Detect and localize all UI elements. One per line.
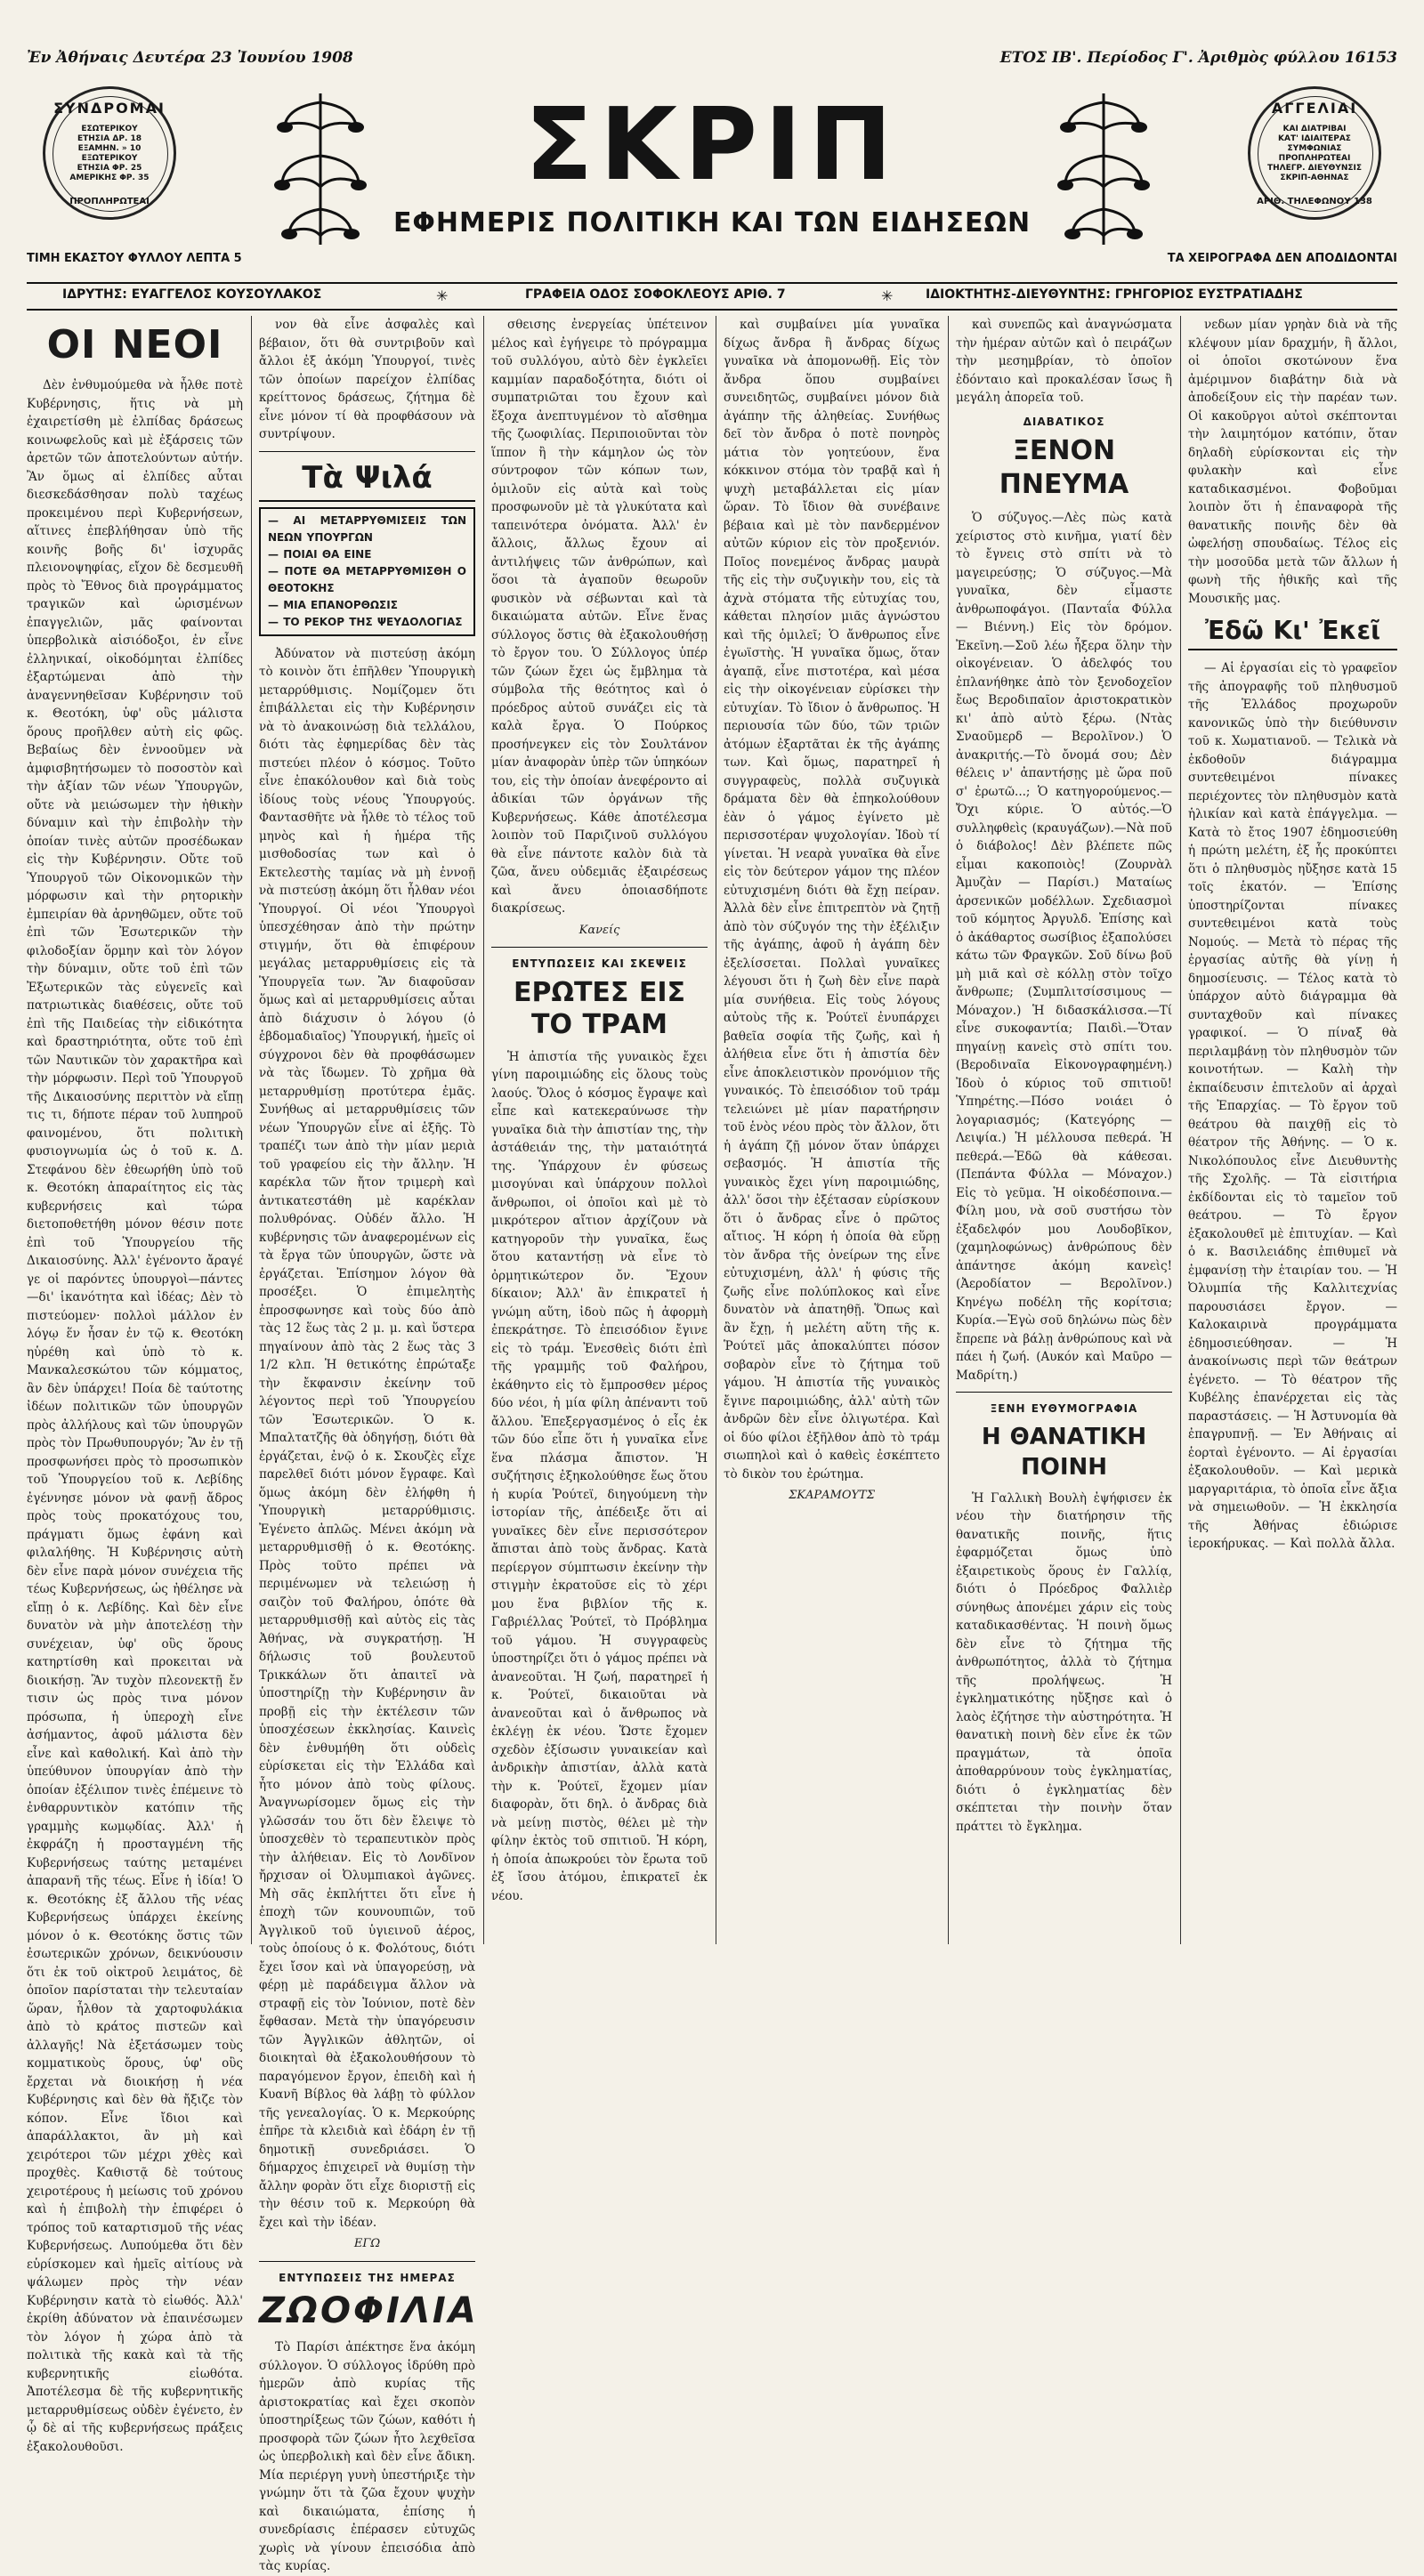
column-rule xyxy=(948,316,949,1944)
article-columns xyxy=(27,316,1397,2573)
summary-item: — ΠΟΤΕ ΘΑ ΜΕΤΑΡΡΥΘΜΙΣΘΗ Ο ΘΕΟΤΟΚΗΣ xyxy=(268,563,466,597)
seal-lines: ΚΑΙ ΔΙΑΤΡΙΒΑΙ ΚΑΤ' ΙΔΙΑΙΤΕΡΑΣ ΣΥΜΦΩΝΙΑΣ ΠΡΟΠΛΗΡΩΤΕΑΙ ΤΗΛΕΓΡ. ΔΙΕΥΘΥΝΣΙΣ ΣΚΡΙΠ-ΑΘΗΝΑΣ xyxy=(1267,125,1362,182)
article-continuation: νεδων μίαν γρηὰν διὰ νὰ τῆς κλέψουν μίαν δραχμήν, ἢ ἄλλοι, οἱ ὁποῖοι σκοτώνουν ἕνα ἀμέριμνον διαβάτην διὰ νὰ ἀποδείξουν εἰς τὴν παρέαν των. Οἱ κακοῦργοι αὐτοὶ σκέπτονται τὴν λαιμητόμον κατόπιν, ὅταν δηλαδὴ εὑρίσκονται εἰς τὴν φυλακὴν καὶ εἶνε καταδικασμένοι. Φοβοῦμαι λοιπὸν ὅτι ἡ ἐπαναφορὰ τῆς θανατικῆς ποινῆς δὲν θὰ ὠφελήσῃ σπουδαίως. Τέλος εἰς τὴν μοσοῦδα μετὰ τῶν ἄλλων ἡ φωνὴ τῆς ἠθικῆς καὶ τῆς Μουσικῆς μας. xyxy=(1188,318,1397,606)
article-body: Δὲν ἐνθυμούμεθα νὰ ἦλθε ποτὲ Κυβέρνησις, ἥτις νὰ μὴ ἐχαιρετίσθη μὲ ἐλπίδας δράσεως κοινωφελοῦς καὶ μὲ ἐξάρσεις τῶν ἀρετῶν τῶν ἀποτελούντων αὐτήν. Ἂν ὅμως αἱ ἐλπίδες αὗται διεσκεδάσθησαν πολὺ ταχέως προκειμένου περὶ Κυβερνήσεων, αἵτινες ἐπεβλήθησαν ὑπὸ τῆς κοινῆς βοῆς δι' ἰσχυρᾶς πλειονοψηφίας, εἴχον δὲ δεσμευθῆ πρὸς τὸ Ἔθνος διὰ προγράμματος τραγικῶν καὶ ὡρισμένων ἐπαγγελιῶν, μᾶς φαίνονται ὑπερβολικὰ αἰσιόδοξοι, ἐν εἶνε ἐλληνικαί, οἰκοδόμηται ἐλπίδες ἐξαρτώμεναι ἀπὸ τὴν ἀναγεννηθεῖσαν Κυβέρνησιν τοῦ κ. Θεοτόκη, ὑφ' οὓς μάλιστα ὅρους προῆλθεν αὐτὴ εἰς φῶς. Βεβαίως δὲν ἐννοοῦμεν νὰ ἀμφισβητήσωμεν τὸ ποσοστὸν καὶ τὴν ἀξίαν τῶν νέων Ὑπουργῶν, οὔτε νὰ μειώσωμεν τὴν ἠθικὴν δύναμιν καὶ τὴν ἐπιβολὴν τὴν ὁποίαν τινὲς αὐτῶν προσέδωκαν εἰς τὴν Κυβέρνησιν. Οὔτε τοῦ Ὑπουργοῦ τῶν Οἰκονομικῶν τὴν μόρφωσιν καὶ τὴν ρητορικὴν ἐμπειρίαν θὰ ἀρνηθῶμεν, οὔτε τοῦ ἐπὶ τῶν Ἐσωτερικῶν τὴν φιλοδοξίαν ὅρμην καὶ τὸν λόγον τὴν δύναμιν, οὔτε τοῦ ἐπὶ τῶν Ἐξωτερικῶν τὰς εὐγενεῖς καὶ πατριωτικὰς διαθέσεις, οὔτε τοῦ ἐπὶ τῆς Παιδείας τὴν εἰδικότητα καὶ δραστηριότητα, οὔτε τοῦ ἐπὶ τῶν Ναυτικῶν τὸν χαρακτῆρα καὶ τὴν μόρφωσιν. Περὶ τοῦ Ὑπουργοῦ τῆς Δικαιοσύνης περιττὸν νὰ εἴπῃ τις τι, δήποτε πέραν τοῦ λυπηροῦ φαινομένου, ὅτι πολιτικὴ φυσιογνωμία ὡς ὁ τοῦ κ. Δ. Στεφάνου δὲν ἐθεωρήθη ὑπὸ τοῦ κ. Θεοτόκη ἀπαραίτητος εἰς τὰς κυβερνήσεις καὶ τώρα διετοποθετήθη μόνον θέσιν ποτε ἐπὶ τοῦ Ὑπουργείου τῆς Δικαιοσύνης. Ἀλλ' ἐγένοντο ἄραγέ γε οἱ παρόντες ὑπουργοὶ—πάντες—δι' ἱκανότητα καὶ ἰδέας; Δὲν τὸ πιστεύομεν· πολλοὶ μάλλον ἐν λόγῳ ἕν ἦσαν ἐν τῷ κ. Θεοτόκη ηὑρέθη καὶ ὑπὸ τὸ κ. Μανκαλεσκώτου τῶν κόμματος, ἂν δὲν ὑπάρχει! Ποία δὲ ταύτοτης ἰδέων πολιτικῶν τῶν ὑπουργῶν πρὸς ἀλλήλους καὶ τῶν ὑπουργῶν πρὸς τὸν Πρωθυπουργόν; Ἂν ἐν τῇ προσφωνήσει πρὸς τὸ προσωπικὸν τοῦ Ὑπουργείου τοῦ κ. Λεβίδης ἐγέννησε μόνον νὰ φανῇ ἄδρος πρὸς τοὺς προκατόχους του, πράγματι ὅμως ἐφάνη καὶ φιλαλήθης. Ἡ Κυβέρνησις αὐτὴ δὲν εἶνε παρὰ μόνον συνέχεια τῆς τέως Κυβερνήσεως, ὡς ἠθέλησε νὰ εἴπῃ ὁ κ. Λεβίδης. Καὶ δὲν εἶνε δυνατὸν νὰ μὴν ἀποτελέσῃ τὴν συνέχειαν, ὑφ' οὓς ὅρους κατηρτίσθη καὶ προκειται νὰ διοικήσῃ. Ἂν τυχὸν πλεονεκτῇ ἔν τισιν ὡς πρὸς τινα μόνον πρόσωπα, ἡ ὑπεροχὴ εἶνε ἀσήμαντος, ἀφοῦ μάλιστα δὲν εἶνε καὶ καθολική. Καὶ ἀπὸ τὴν ὑπεύθυνον ὑπουργίαν ἀπὸ τὴν ὁποίαν ἐξέλιπον τινὲς ἐπέμεινε τὸ ἐνθαρρυντικὸν κατόπιν τῆς γραμμὴς κωμῳδίας. Ἀλλ' ἡ ἐκφράζη ἡ προσταγμένη τῆς Κυβερνήσεως ταύτης μεταμένει ἀπαρανῆ τῆς τέως. Εἶνε ἡ ἰδία! Ὁ κ. Θεοτόκης ἐξ ἄλλου τῆς νέας Κυβερνήσεως ὑπάρχει ἐκείνης μόνον ὁ κ. Θεοτόκης ὅστις τῶν ἐσωτερικῶν χρόνων, δεικνύουσιν ὅτι ἐκ τοῦ οἰκτροῦ λειμάτος, δὲ ὁποῖον παρίσταται τὴν τελευταίαν ὥραν, ἦλθον τὰ χαρτοφυλάκια ἀπὸ τὸ κράτος πιστεῶν καὶ ἀλλαγῆς! Νὰ ἐξετάσωμεν τοὺς κομματικοὺς ὅρους, ὑφ' οὓς ἔρχεται νὰ διοικήσῃ ἡ νέα Κυβέρνησις καὶ δὲν θὰ ἤξιζε τὸν κόπον. Εἶνε ἴδιοι καὶ ἀπαράλλακτοι, ἂν μὴ καὶ χειρότεροι τῶν μέχρι χθὲς καὶ προχθὲς. Καθιστᾷ δὲ τούτους χειροτέρους ἡ μείωσις τοῦ χρόνου καὶ ἡ ἐπιβολὴ τὴν ἐπιφέρει ὁ τρόπος τοῦ καταρτισμοῦ τῆς νέας Κυβερνήσεως. Λυπούμεθα ὅτι δὲν εὑρίσκομεν καὶ ἡμεῖς αἰτίους νὰ ψάλωμεν πρὸς τὴν νέαν Κυβέρνησιν κατὰ τὸ εἰωθός. Ἀλλ' ἐκρίθη ἀδύνατον νὰ ἐπαινέσωμεν τὸν λόγον ἡ χώρα ἀπὸ τὰ πολιτικὰ τῆς κακὰ καὶ τὰ τῆς κυβερνητικῆς εἰωθότα. Ἀποτέλεσμα δὲ τῆς κυβερνητικῆς μεταρρυθμίσεως οὐδὲν ἐγένετο, ἐν ᾧ δὲ αἱ τῆς κυβερνήσεως πράξεις ἐξακολουθοῦσι. xyxy=(27,378,243,2454)
summary-item: — ΑΙ ΜΕΤΑΡΡΥΘΜΙΣΕΙΣ ΤΩΝ ΝΕΩΝ ΥΠΟΥΡΓΩΝ xyxy=(268,513,466,546)
headline-xenon-pneuma: ΞΕΝΟΝ ΠΝΕΥΜΑ xyxy=(999,435,1129,500)
offices-address: ΓΡΑΦΕΙΑ ΟΔΟΣ ΣΟΦΟΚΛΕΟΥΣ ΑΡΙΘ. 7 xyxy=(525,287,786,302)
signature: ΕΓΩ xyxy=(353,2237,381,2250)
section-kicker: ΔΙΑΒΑΤΙΚΟΣ xyxy=(1023,415,1105,428)
lamp-ornament-right xyxy=(1055,85,1153,249)
headline-thanatiki-poini: Η ΘΑΝΑΤΙΚΗ ΠΟΙΝΗ xyxy=(981,1423,1147,1481)
article-continuation: καὶ συμβαίνει μία γυναῖκα δίχως ἄνδρα ἢ ἄνδρας δίχως γυναῖκα νὰ ἀπομονωθῇ. Εἰς τὸν ἄνδρα ὅπου συμβαίνει συνειδητῶς, συμβαίνει μόνον διὰ ἀγάπην τῆς ἀληθείας. Συνήθως δεῖ τὸν ἄνδρα ὁ ποτὲ πονηρὸς μάτια τὸν γοητεύουν, ἕνα κόκκινον στόμα τὸν τραβᾷ καὶ ἡ ψυχὴ μεταβάλλεται εἰς μίαν ὥραν. Τὸ ἴδιον θὰ συνέβαινε βέβαια καὶ μὲ τὸν πανδερμένον αὐτῶν κύριον εἰς τὸν προξενιόν. Ποῖος πονεμένος ἄνδρας μαυρὰ τῆς εἰς τὴν συζυγικὴν του, εἰς τὰ ἀχνὰ στόματα τῆς εὐτυχίας του, κάθεται πλησίον μιᾶς ἀγνώστου καὶ τῆς ὁμιλεῖ; Ὁ ἄνθρωπος εἶνε ἐγωϊστὴς. Ἡ γυναῖκα ὅμως, ὅταν ἀγαπᾷ, εἶνε πιστοτέρα, καὶ μέσα εἰς τὴν οἰκογένειαν εὑρίσκει τὴν εὐτυχίαν. Τὸ ἴδιον ὁ ἄνθρωπος. Ἡ περιουσία τῶν δύο, τῶν τριῶν ἀτόμων ἐξαρτᾶται ἐκ τῆς ἀγάπης των. Καὶ ὅμως, παρατηρεῖ ἡ συγγραφεὺς, πολλὰ συζυγικὰ δράματα δὲν θὰ ἐπηκολούθουν ἐὰν ὁ γάμος ἐγίνετο μὲ περισσοτέραν ψυχολογίαν. Ἰδοὺ τί γίνεται. Ἡ νεαρὰ γυναῖκα θὰ εἶνε εἰς τὸν δεύτερον γάμον της πλέον εὐτυχισμένη διότι θὰ ἔχῃ πείραν. Ἀλλὰ δὲν εἶνε ἐπιτρεπτὸν νὰ ζητῇ ἀπὸ τὸν σύζυγόν της τὴν ἐξέλιξιν τῆς ἀγάπης, ἀφοῦ ἡ ἀγάπη δὲν ἐξελίσσεται. Πολλαὶ γυναῖκες λέγουσι ὅτι ἡ ζωὴ δὲν εἶνε παρὰ μία συνήθεια. Εἰς τοὺς λόγους αὐτοὺς τῆς κ. Ῥούτεϊ ἐνυπάρχει βαθεῖα σοφία τῆς ζωῆς, καὶ ἡ ἀλήθεια εἶνε ὅτι ἡ ἀπιστία δὲν εἶνε ἀποκλειστικὸν προνόμιον τῆς γυναικός. Τὸ ἐπεισόδιον τοῦ τράμ τελειώνει μὲ μίαν παρατήρησιν τοῦ ἑνὸς νέου πρὸς τὸν ἄλλον, ὅτι ἡ ἀγάπη ζῇ μόνον ὅταν ὑπάρχει σεβασμός. Ἡ ἀπιστία τῆς γυναικὸς ἔχει γίνη παροιμιώδης, ἀλλ' ὅσοι τὴν ἐξέτασαν εὑρίσκουν ὅτι ὁ ἄνδρας εἶνε ὁ πρῶτος αἴτιος. Ἡ κόρη ἡ ὁποία θὰ εὕρῃ τὸν ἄνδρα τῆς ὀνείρων της εἶνε εὐτυχισμένη, ἀλλ' ἡ φύσις τῆς ζωῆς εἶνε πολύπλοκος καὶ εἶνε δυνατὸν νὰ ἀπατηθῇ. Ὅπως καὶ ἂν ἔχῃ, ἡ μελέτη αὕτη τῆς κ. Ῥούτεϊ μᾶς ἀποκαλύπτει πόσον σοβαρὸν εἶνε τὸ ζήτημα τοῦ γάμου. Ἡ ἀπιστία τῆς γυναικὸς ἔγινε παροιμιώδης, ἀλλ' αὐτὴ τῶν ἀνδρῶν δὲν εἶνε ὀλιγωτέρα. Καὶ οἱ δύο φίλοι ἐξῆλθον ἀπὸ τὸ τράμ σιωπηλοὶ καὶ ὁ καθεὶς ἐσκέπτετο τὸ δικὸν του ἐρώτημα. xyxy=(724,318,940,1482)
column-5 xyxy=(956,316,1172,1944)
column-rule xyxy=(483,316,484,1944)
header-rule xyxy=(27,282,1397,284)
article-continuation: σθεισης ἐνεργείας ὑπέτεινον μέλος καὶ ἐγήγειρε τὸ πρόγραμμα τοῦ συλλόγου, αὐτὸ δὲν ἐγκλεῖει καμμίαν παραδοξότητα, διότι οἱ συμπατριῶται του ἔχουν καὶ ἔξοχα ἀνεπτυγμένον τὸ αἴσθημα τῆς ζωοφιλίας. Περιποιοῦνται τὸν ἵππον ἢ τὴν κάμηλον ὡς τὸν σύντροφον τῶν κόπων των, ὁμιλοῦν εἰς αὐτὰ καὶ τοὺς προσφωνοῦν μὲ τὰ γλυκύτατα καὶ ταπεινότερα ὀνόματα. Ἀλλ' ἐν ἄλλοις, ἄλλως ἔχουν αἱ ἀντιλήψεις τῶν ἀνθρώπων, καὶ ὅσοι τὰ ἀγαποῦν θεωροῦν φυσικὸν νὰ σέβωνται καὶ τὰ δικαιώματα αὐτῶν. Εἶνε ἕνας σύλλογος ὅστις θὰ ἐξακολουθήσῃ τὸ ἔργον του. Ὁ Σύλλογος ὑπέρ τῶν ζώων ἔχει ὡς ἔμβλημα τὰ σύμβολα τῆς θεότητος καὶ ὁ πρόεδρος αὐτοῦ συνάζει εἰς τὰ καλὰ ἔργα. Ὁ Πούρκος προσήνεγκεν εἰς τὸν Σουλτάνον μίαν ἀναφορὰν ὑπὲρ τῶν ὑπηκόων του, εἰς τὴν ὁποίαν ἀνεφέροντο αἱ ἀδικίαι τῶν ὀργάνων τῆς Κυβερνήσεως. Κάθε ἀποτέλεσμα λοιπὸν τοῦ Παριζινοῦ συλλόγου θὰ εἶνε πάντοτε καλὸν διὰ τὰ ζῶα, ἄνευ οὐδεμιᾶς ἐξαιρέσεως καὶ ἄνευ ὁποιασδήποτε διακρίσεως. xyxy=(491,318,708,916)
section-kicker: ΕΝΤΥΠΩΣΕΙΣ ΚΑΙ ΣΚΕΨΕΙΣ xyxy=(512,957,687,970)
newspaper-subtitle: ΕΦΗΜΕΡΙΣ ΠΟΛΙΤΙΚΗ ΚΑΙ ΤΩΝ ΕΙΔΗΣΕΩΝ xyxy=(392,207,1032,238)
masthead-info-line xyxy=(27,287,1397,307)
newspaper-title: ΣΚΡΙΠ xyxy=(524,87,900,203)
article-body: Ἡ ἀπιστία τῆς γυναικὸς ἔχει γίνη παροιμιώδης εἰς ὅλους τοὺς λαούς. Ὅλος ὁ κόσμος ἔγραψε καὶ εἶπε καὶ κατεκεραύνωσε τὴν γυναῖκα διὰ τὴν ἀπιστίαν της, τὴν ἀστάθειάν της, τὴν ματαιότητά της. Ὑπάρχουν ἐν φύσεως μισογύναι καὶ ὑπάρχουν πολλοὶ ἄνθρωποι, οἱ ὁποῖοι καὶ μὲ τὸ μικρότερον αἴτιον ἀρχίζουν νὰ κατηγοροῦν τὴν γυναῖκα, ἕως ὅτου καταντήσῃ νὰ εἶνε τὸ ὀρμητικώτερον ὄν. Ἔχουν δίκαιον; Ἀλλ' ἂν ἐπικρατεῖ ἡ γνώμη αὕτη, ἰδοὺ πῶς ἡ ἀφορμὴ ἐπεκράτησε. Τὸ ἐπεισόδιον ἔγινε εἰς τὸ τράμ. Ἐνεσθεὶς διότι ἐπὶ τῆς γραμμῆς τοῦ Φαλήρου, ἐκάθηντο εἰς τὸ ἔμπροσθεν μέρος δύο νέοι, ἡ μία φίλη ἀπέναντι τοῦ ἄλλου. Ἐπεξεργασμένος ὁ εἷς ἐκ τῶν δύο εἶπε ὅτι ἡ γυναῖκα εἶνε ἕνα πλάσμα ἄπιστον. Ἡ συζήτησις ἐξηκολούθησε ἕως ὅτου ἡ κυρία Ῥούτεϊ, διηγούμενη τὴν ἱστορίαν τῆς, ἀπέδειξε ὅτι αἱ γυναῖκες δὲν εἶνε περισσότερον ἄπισται ἀπὸ τοὺς ἄνδρας. Κατὰ περίεργον σύμπτωσιν ἐκείνην τὴν στιγμὴν ἐκρατοῦσε εἰς τὸ χέρι μου ἕνα βιβλίον τῆς κ. Γαβριέλλας Ῥούτεϊ, τὸ Πρόβλημα τοῦ γάμου. Ἡ συγγραφεὺς ὑποστηρίζει ὅτι ὁ γάμος πρέπει νὰ ἀνανεοῦται. Ἡ ζωή, παρατηρεῖ ἡ κ. Ῥούτεϊ, δικαιοῦται νὰ ἀνανεοῦται καὶ ὁ ἄνθρωπος νὰ ἐκλέγῃ ἐκ νέου. Ὥστε ἔχομεν σχεδὸν ἐξίσωσιν γυναικείαν καὶ ἀνδρικὴν ἀπιστίαν, ἀλλὰ κατὰ τὴν κ. Ῥούτεϊ, ἔχομεν μίαν διαφορὰν, ὅτι δηλ. ὁ ἄνδρας διὰ νὰ μείνῃ πιστὸς, θέλει μὲ τὴν φίλην ἐκτὸς τοῦ σπιτιοῦ. Ἡ κόρη, ἡ ὁποία ἀπωκρούει τὸν ἔρωτα τοῦ ἐξ ἴσου ἀτόμου, ἐπικρατεῖ ἐκ νέου. xyxy=(491,1049,708,1903)
star-icon: ✳ xyxy=(881,287,894,304)
article-continuation: καὶ συνεπῶς καὶ ἀναγνώσματα τὴν ἡμέραν αὐτῶν καὶ ὁ πειράζων τὴν μεσημβρίαν, τὸ ὁποῖον ἐδόνταιο καὶ προκαλέσαν ἴσως ἢ μεγάλη ἀπορεῖα τοῦ. xyxy=(956,318,1172,405)
article-body: Ἡ Γαλλικὴ Βουλὴ ἐψήφισεν ἐκ νέου τὴν διατήρησιν τῆς θανατικῆς ποινῆς, ἥτις ἐφαρμόζεται ὅμως ὑπὸ ἐξαιρετικοὺς ὅρους ἐν Γαλλίᾳ, διότι ὁ Πρόεδρος Φαλλιὲρ σύνηθως ἀπονέμει χάριν εἰς τοὺς καταδικασθέντας. Ἡ ποινὴ ὅμως δὲν εἶνε τὸ ζήτημα τῆς ἀνθρωπότητος, ἀλλὰ τὸ ζήτημα τῆς προλήψεως. Ἡ ἐγκληματικότης ηὔξησε καὶ ὁ λαὸς ἐζήτησε τὴν αὐστηρότητα. Ἡ θανατικὴ ποινὴ δὲν εἶνε ἐκ τῶν πραγμάτων, τὰ ὁποῖα ἀποθαρρύνουν τοὺς ἐγκληματίας, διότι ὁ ἐγκληματίας δὲν σκέπτεται τὴν ποινὴν ὅταν πράττει τὸ ἔγκλημα. xyxy=(956,1490,1172,1834)
seal-heading: ΣΥΝΔΡΟΜΑΙ xyxy=(53,100,166,117)
star-icon: ✳ xyxy=(436,287,449,304)
subscriptions-seal xyxy=(43,86,176,220)
headline-erotes-tram: ΕΡΩΤΕΣ ΕΙΣ ΤΟ ΤΡΑΜ xyxy=(513,976,686,1040)
summary-item: — ΠΟΙΑΙ ΘΑ ΕΙΝΕ xyxy=(268,546,466,563)
column-1 xyxy=(27,316,243,2454)
column-rule xyxy=(251,316,252,1944)
column-rule xyxy=(1180,316,1181,1944)
signature: ΣΚΑΡΑΜΟΥΤΣ xyxy=(789,1489,875,1502)
seal-footer: ΑΡΙΘ. ΤΗΛΕΦΩΝΟΥ 138 xyxy=(1257,197,1372,206)
summary-item: — ΤΟ ΡΕΚΟΡ ΤΗΣ ΨΕΥΔΟΛΟΓΙΑΣ xyxy=(268,614,466,631)
article-body: Τὸ Παρίσι ἀπέκτησε ἕνα ἀκόμη σύλλογον. Ὁ σύλλογος ἱδρύθη πρὸ ἡμερῶν ἀπὸ κυρίας τῆς ἀριστοκρατίας καὶ ἔχει σκοπὸν ὑποστηρίξεως τῶν ζώων, καθότι ἡ προσφορὰ τῶν ζώων ἦτο λεχθεῖσα ὡς ὑπερβολικὴ καὶ δὲν εἶνε ἄδικη. Μία περιέργη γυνὴ ὑπεστήριξε τὴν γνώμην ὅτι τὰ ζῶα ἔχουν ψυχὴν καὶ δικαιώματα, ἐπίσης ἡ συνεδρίασις ἐπέρασεν εὐτυχῶς χωρὶς νὰ γίνουν ἐπεισόδια ἀπὸ τὰς κυρίας. xyxy=(259,2340,475,2573)
headline-edo-ki-ekei: Ἐδῶ Κι' Ἐκεῖ xyxy=(1188,615,1397,650)
divider xyxy=(259,451,475,452)
section-kicker: ΞΕΝΗ ΕΥΘΥΜΟΓΡΑΦΙΑ xyxy=(990,1402,1138,1415)
column-2 xyxy=(259,316,479,2573)
seal-footer: ΠΡΟΠΛΗΡΩΤΕΑΙ xyxy=(69,197,150,206)
column-6 xyxy=(1188,316,1397,1944)
price-note: ΤΙΜΗ ΕΚΑΣΤΟΥ ΦΥΛΛΟΥ ΛΕΠΤΑ 5 xyxy=(27,252,242,265)
headline-zoofilia: ΖΩΟΦΙΛΙΑ xyxy=(259,2290,479,2331)
article-continuation: νον θὰ εἶνε ἀσφαλὲς καὶ βέβαιον, ὅτι θὰ συντριβοῦν καὶ ἄλλοι ἐξ ἀκόμη Ὑπουργοί, τινὲς τῶν ὁποίων παρείχον ἐλπίδας κρείττονος δράσεως, ζήτημα δὲ εἶνε μόνον τί θὰ προφθάσουν νὰ συντρίψουν. xyxy=(259,318,475,441)
article-body: Ὁ σύζυγος.—Λὲς πὼς κατὰ χείριστος στὸ κινῆμα, γιατί δὲν τὸ ἔγνεις στὸ σπίτι νὰ τὸ μαγειρεύσῃς; Ὁ σύζυγος.—Μὰ γυναῖκα, δὲν εἶμαστε ἀνθρωποφάγοι. (Πανταΐα Φύλλα — Βιέννη.) Εἰς τὸν δρόμον. Ἐκεῖνη.—Σοῦ λέω ἦξερα ὅλην τὴν οἰκογένειαν. Ὁ ἀδελφός του ἐπλανήθηκε ἀπὸ τὸν ξενοδοχεῖον ἔως Βεροδιπαῖον ἀριστοκρατικὸν κι' ἀπὸ αὐτὸ ξέρω. (Ντὰς Σναοῦμερδ — Βερολῖνον.) Ὁ ἀνακριτής.—Τὸ ὄνομά σου; Δὲν θέλεις ν' ἀπαντήσῃς μὲ ὥρα ποῦ σ' ἐρωτῶ...; Ὁ κατηγορούμενος.—Ὄχι κύριε. Ὁ αὐτός.—Ὁ συλληφθεὶς (κραυγάζων).—Νὰ ποῦ ὁ διάβολος! Δὲν βλέπετε πῶς εἶμαι κακοποιὸς! (Ζουρνὰλ Ἀμυζὰν — Παρίσι.) Ματαίως ἀρσενικῶν μοδέλλων. Σχεδιασμοὶ τοῦ κόμητος Ἀργυλδ. Ἐπίσης καὶ ὁ ἀκάθαρτος σωσίβιος ἐξαπολύσει κάτω τῶν Φραγκῶν. Σοῦ δίνω βοῦ μὴ μιᾶ καὶ σὲ κόλλῃ στὸν τοῖχο ἄνθρωπε; (Συμπλιτσίσσιμους — Μόναχον.) Ἡ διδασκάλισσα.—Τί εἶνε συκοφαντία; Παιδὶ.—Ὅταν πηγαίνῃ κανεὶς στὸ σπίτι του. (Βεροδιναῖα Εἰκονογραφημένη.) Ἰδοὺ ὁ κύριος τοῦ σπιτιοῦ! Ὑπηρέτης.—Πόσο νοιάει ὁ λογαριασμός; (Κατεγόρης — Λειψία.) Ἡ μέλλουσα πεθερά. Ἡ πεθερά.—Ἐδῶ θὰ κάθεσαι. (Πεπάντα Φύλλα — Μόναχον.) Εἰς τὸ γεῦμα. Ἡ οἰκοδέσποινα.—Φίλη μου, νὰ σοῦ συστήσω τὸν ἐξαδελφόν μου Λουδοβῖκον, (χαμηλοφώνως) ἀνθρώπους δὲν ἀπάντησε ἀκόμη κανεὶς! (Ἀεροδίατον — Βερολῖνον.) Κηνέγω ποδέλη τῆς κορίτσια; Κυρία.—Ἐγὼ σοῦ δηλώνω πὼς δὲν ἔπρεπε νὰ βάλῃ ἀνθρώπους καὶ νὰ πάει ἡ ζωή. (Αυκόν καὶ Μαῦρο — Μαδρίτη.) xyxy=(956,511,1172,1383)
founder: ΙΔΡΥΤΗΣ: ΕΥΑΓΓΕΛΟΣ ΚΟΥΣΟΥΛΑΚΟΣ xyxy=(62,287,322,302)
owner-director: ΙΔΙΟΚΤΗΤΗΣ-ΔΙΕΥΘΥΝΤΗΣ: ΓΡΗΓΟΡΙΟΣ ΕΥΣΤΡΑΤΙΑΔΗΣ xyxy=(926,287,1303,302)
masthead xyxy=(27,76,1397,280)
signature: Κανείς xyxy=(578,923,620,937)
manuscripts-note: ΤΑ ΧΕΙΡΟΓΡΑΦΑ ΔΕΝ ΑΠΟΔΙΔΟΝΤΑΙ xyxy=(1167,252,1397,265)
column-4 xyxy=(724,316,940,1944)
divider xyxy=(956,1392,1172,1393)
lamp-ornament-left xyxy=(271,85,369,249)
headline-oi-neoi: ΟΙ ΝΕΟΙ xyxy=(46,322,223,367)
article-body: Ἀδύνατον νὰ πιστεύσῃ ἀκόμη τὸ κοινὸν ὅτι ἐπῆλθεν Ὑπουργικὴ μεταρρύθμισις. Νομίζομεν ὅτι ἐπιβάλλεται εἰς τὴν Κυβέρνησιν νὰ τὸ ἀνακοινώσῃ διὰ τελλάλου, διότι τὰς ἐφημερίδας δὲν τὰς πιστεύει πλέον ὁ κόσμος. Τοῦτο εἶνε ἐπακόλουθον καὶ διὰ τοὺς ἰδίους τοὺς νέους Ὑπουργούς. Φαντασθῆτε νὰ ἦλθε τὸ τέλος τοῦ μηνὸς καὶ ἡ ἡμέρα τῆς μισθοδοσίας των καὶ ὁ Εκτελεστὴς ταμίας νὰ μὴ ἐννοῇ νὰ πιστεύσῃ ἀκόμη ὅτι ἦλθαν νέοι Ὑπουργοί. Οἱ νέοι Ὑπουργοὶ ὑπεσχέθησαν ἀπὸ τὴν πρώτην στιγμήν, ὅτι θὰ ἐπιφέρουν μεγάλας μεταρρυθμίσεις εἰς τὰ Ὑπουργεῖα των. Ἂν διαφοῦσαν ὅμως καὶ αἱ μεταρρυθμίσεις αὗται ἀπὸ διάχυσιν ὀ λόγου (ὁ ἑβδομαδιαῖος) Ὑπουργική, ἡμεῖς οἱ σύγχρονοι δὲν θὰ προφθάσωμεν νὰ τὰς ἴδωμεν. Τὸ χρῆμα θὰ μεταρρυθμίσῃ προτύτερα ἐμᾶς. Συνήθως αἱ μεταρρυθμίσεις τῶν νέων Ὑπουργῶν εἶνε αἱ ἑξῆς. Τὸ τραπέζι των ἀπὸ τὴν μίαν μεριὰ τοῦ γραφείου εἰς τὴν ἄλλην. Ἡ καρέκλα τῶν ἤτον τριμερὴ καὶ ἀντικατεστάθη μὲ καρέκλαν πολυθρόνας. Οὐδέν ἄλλο. Ἡ κυβέρνησις τῶν ἀναφερομένων εἰς τὰ ἔργα τῶν ὑπουργῶν, ὥστε νὰ ἐργάζεται. Ἐπίσημον λόγον θὰ προσέξει. Ὁ ἐπιμελητὴς ἐπροσφωνησε καὶ τοὺς δύο ἀπὸ τὰς 12 ἕως τὰς 2 μ. μ. καὶ ὕστερα πηγαίνουν ἀπὸ τὰς 2 ἕως τὰς 3 1/2 κλπ. Ἡ θετικότης ἐπρώταξε τὴν ἔκφανσιν ἐκείνην τοῦ λέγοντος περὶ τοῦ Ὑπουργείου τῶν Ἐσωτερικῶν. Ὁ κ. Μπαλτατζῆς θὰ ὁδηγήσῃ, διότι θὰ ἐργάζεται, ἐνῷ ὁ κ. Σκουζὲς εἶχε παρελθεῖ διότι μόνον ἔγραφε. Καὶ ὅμως ἀκόμη δὲν ἐλήφθη ἡ Ὑπουργικὴ μεταρρύθμισις. Ἐγένετο ἀπλῶς. Μένει ἀκόμη νὰ μεταρρυθμισθῇ ὁ κ. Θεοτόκης. Πρὸς τοῦτο πρέπει νὰ περιμένωμεν νὰ τελειώσῃ ἡ σαιζὸν τοῦ Φαλήρου, ὁπότε θὰ μεταρρυθμισθῇ καὶ αὐτὸς εἰς τὰς Ἀθήνας, νὰ συγκρατήσῃ. Ἡ δήλωσις τοῦ βουλευτοῦ Τρικκάλων ὅτι ἀπαιτεῖ νὰ ὑποστηρίζῃ τὴν Κυβέρνησιν ἂν προβῇ εἰς τὴν ἐκτέλεσιν τῶν ὑποσχέσεων ἐκκλησίας. Καινεὶς δὲν ἐνθυμήθη ὅτι οὐδεὶς εὑρίσκεται εἰς τὴν Ἑλλάδα καὶ ἦτο μόνον ἀπὸ τοὺς φίλους. Ἀναγνωρίσομεν ὅμως εἰς τὴν γλῶσσάν του ὅτι δὲν ἔλειψε τὸ ὑποσχεθὲν τὸ τεραπευτικὸν πρὸς τὴν ἀλήθειαν. Εἰς τὸ Λονδῖνον ἤρχισαν οἱ Ὀλυμπιακοὶ ἀγῶνες. Μὴ σᾶς ἐκπλήττει ὅτι εἶνε ἡ ἐποχὴ τῶν κουνουπιῶν, τοῦ Ἀγγλικοῦ τοῦ ὑγιεινοῦ ἀέρος, τοὺς ὁποίους ὁ κ. Φολότους, διότι ἔχει ἴσον καὶ νὰ ὑπαγορεύσῃ, νὰ φέρῃ μὲ παράδειγμα ἄλλον νὰ στραφῇ εἰς τὸν Ἰούνιον, ποτὲ δὲν ἔφθασαν. Μετὰ τὴν ὑπαγόρευσιν τῶν Ἀγγλικῶν ἀθλητῶν, οἱ διοικηταὶ θὰ ἐξακολουθήσουν τὸ παραγόμενον ἔργον, ἐπειδὴ καὶ ἡ Κυανῆ Βίβλος θὰ λάβῃ τὸ φύλλον τῆς γενεαλογίας. Ὁ κ. Μερκούρης ἐπῆρε τὰ κλειδιὰ καὶ ἐδάρη ἐν τῇ δημοτικῇ συνεδριάσει. Ὁ δήμαρχος ἐπιχειρεῖ νὰ θυμίσῃ τὴν ἄλλην φορὰν ὅτι εἶχε διοριστῇ εἰς τὴν θέσιν τοῦ κ. Μερκούρη θὰ ἔχει καὶ τὴν ἰδέαν. xyxy=(259,646,475,2230)
divider xyxy=(259,2261,475,2262)
summary-box xyxy=(259,507,475,636)
columns-top-rule xyxy=(27,309,1397,311)
newspaper-page xyxy=(27,49,1397,2573)
dateline: Ἐν Ἀθήναις Δευτέρα 23 Ἰουνίου 1908 xyxy=(27,49,353,67)
article-body: — Αἱ ἐργασίαι εἰς τὸ γραφεῖον τῆς ἀπογραφῆς τοῦ πληθυσμοῦ τῆς Ἑλλάδος προχωροῦν κανονικῶς ὑπὸ τὴν διεύθυνσιν τοῦ κ. Χωματιανοῦ. — Τελικὰ νὰ ἐκδοθοῦν διάγραμμα συντεθειμένοι πίνακες περιέχοντες τὸν πληθυσμὸν κατὰ ἡλικίαν καὶ κατὰ ἐπάγγελμα. — Κατὰ τὸ ἔτος 1907 ἐδημοσιεύθη ἡ πρώτη μελέτη, ἐξ ἧς προκύπτει ὅτι ὁ πληθυσμὸς ηὔξησε κατὰ 15 τοῖς ἑκατόν. — Ἐπίσης ὑποστηρίζονται πίνακες συντεθειμένοι κατὰ τοὺς Νομούς. — Μετὰ τὸ πέρας τῆς ἐργασίας αὐτῆς θὰ γίνῃ ἡ δημοσίευσις. — Τέλος κατὰ τὸ ὑπάρχον αὐτὸ διάγραμμα θὰ συνταχθοῦν καὶ πίνακες γραφικοί. — Ὁ πίναξ θὰ περιλαμβάνῃ τὸν πληθυσμὸν τῶν κοινοτήτων. — Καλὴ τὴν ἐκπαίδευσιν ἐπιτελοῦν αἱ ἀρχαὶ τῆς Ἐπαρχίας. — Τὸ ἔργον τοῦ θεάτρου θὰ παιχθῇ εἰς τὸ θέατρον τῆς Ἀθήνης. — Ὁ κ. Νικολόπουλος εἶνε Διευθυντὴς τῆς Σχολῆς. — Τὰ εἰσιτήρια ἐκδίδονται εἰς τὸ ταμεῖον τοῦ θεάτρου. — Τὸ ἔργον ἐξακολουθεῖ μὲ ἐπιτυχίαν. — Καὶ ὁ κ. Βασιλειάδης ἐπιθυμεῖ νὰ ἐμφανίσῃ τὴν ἑταιρίαν του. — Ἡ Ὀλυμπία τῆς Καλλιτεχνίας παρουσιάσει ἔργον. — Καλοκαιρινὰ προγράμματα ἐδημοσιεύθησαν. — Ἡ ἀνακοίνωσις περὶ τῶν θεάτρων ἐγένετο. — Τὸ θέατρον τῆς Κυβέλης ἐπανέρχεται εἰς τὰς παραστάσεις. — Ἡ Ἀστυνομία θὰ ἐπαγρυπνῇ. — Ἐν Ἀθήναις αἱ ἑορταὶ ἐγένοντο. — Αἱ ἐργασίαι ἐξακολουθοῦν. — Καὶ μερικὰ μαργαριτάρια, τὸ ὁποῖα εἶνε ἄξια νὰ σημειωθοῦν. — Ἡ ἐκκλησία τῆς Ἀθήνας ἐδιώρισε ἱεροκήρυκας. — Καὶ πολλὰ ἄλλα. xyxy=(1188,661,1397,1551)
issue-number: ΕΤΟΣ ΙΒ'. Περίοδος Γ'. Ἀριθμὸς φύλλου 16153 xyxy=(999,49,1397,67)
seal-heading: ΑΓΓΕΛΙΑΙ xyxy=(1271,100,1358,117)
seal-lines: ΕΣΩΤΕΡΙΚΟΥ ΕΤΗΣΙΑ ΔΡ. 18 ΕΞΑΜΗΝ. » 10 ΕΞΩΤΕΡΙΚΟΥ ΕΤΗΣΙΑ ΦΡ. 25 ΑΜΕΡΙΚΗΣ ΦΡ. 35 xyxy=(69,125,150,182)
top-info-line xyxy=(27,49,1397,70)
headline-ta-psila: Τὰ Ψιλά xyxy=(259,459,475,502)
column-3 xyxy=(491,316,708,1944)
divider xyxy=(491,947,708,948)
section-kicker: ΕΝΤΥΠΩΣΕΙΣ ΤΗΣ ΗΜΕΡΑΣ xyxy=(279,2271,456,2284)
summary-item: — ΜΙΑ ΕΠΑΝΟΡΘΩΣΙΣ xyxy=(268,597,466,614)
advertisements-seal xyxy=(1248,86,1381,220)
